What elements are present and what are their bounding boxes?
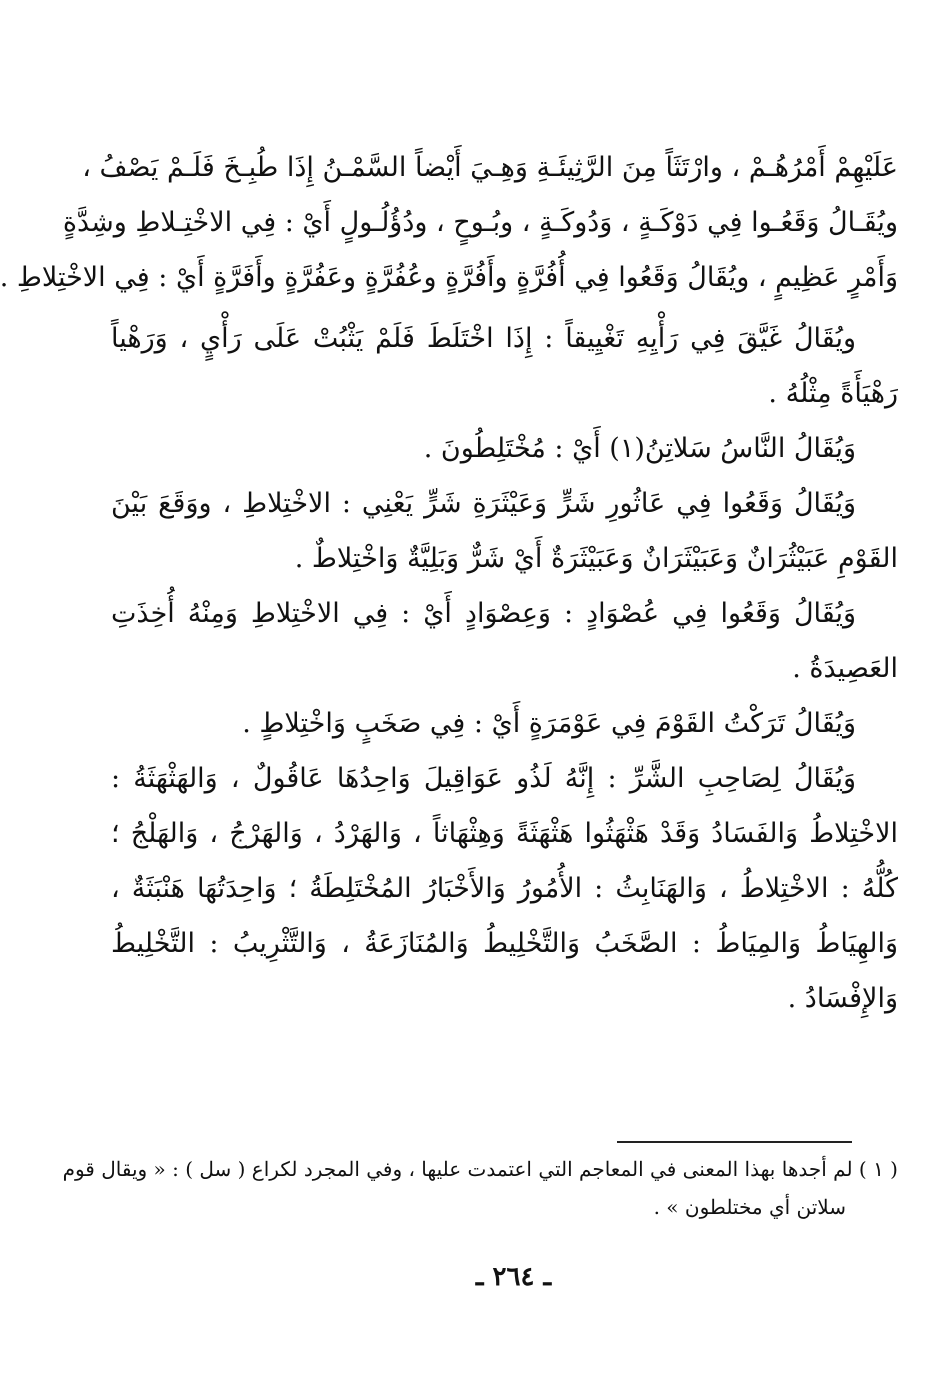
text-line: وَيُقَالُ النَّاسُ سَلاتِنُ(١) أَيْ : مُخْتَلِطُونَ . [423,433,856,464]
text-line: وَأَمْرٍ عَظِيمٍ ، ويُقَالُ وَقَعُوا فِي أُفُرَّةٍ وأَفُرَّةٍ وعُفُرَّةٍ وعَفُرَّةٍ وأَفَرَّةٍ أَيْ : فِي الاخْتِلاطِ . [0,262,898,293]
text-line: رَهْيَأَةً مِثْلُهُ . [768,378,898,409]
text-line: وَيُقَالُ وَقَعُوا فِي عَاثُورِ شَرٍّ وَعَيْثَرَةِ شَرٍّ يَعْنِي : الاخْتِلاطِ ، ووَقَعَ بَيْنَ [111,488,856,519]
text-line: العَصِيدَةُ . [792,653,898,684]
text-line: وَيُقَالُ وَقَعُوا فِي عُصْوَادٍ : وَعِصْوَادٍ أَيْ : فِي الاخْتِلاطِ وَمِنْهُ أُخِذَتِ [111,598,856,629]
text-line: كُلُّهُ : الاخْتِلاطُ ، وَالهَنَابِثُ : الأُمُورُ وَالأَخْبَارُ المُخْتَلِطَةُ ؛ وَاحِدَتُهَا هَنْبَثَةٌ ، [111,873,898,904]
text-line: وَيُقَالُ لِصَاحِبِ الشَّرِّ : إِنَّهُ لَذُو عَوَاقِيلَ وَاحِدُهَا عَاقُولٌ ، وَالهَثْهَثَةُ : [111,763,856,794]
text-line: وَيُقَالُ تَرَكْتُ القَوْمَ فِي عَوْمَرَةٍ أَيْ : فِي صَخَبٍ وَاخْتِلاطٍ . [242,708,856,739]
footnote [62,1150,898,1226]
text-line: القَوْمِ عَبَيْثُرَانٌ وَعَبَيْثَرَانٌ وَعَبَيْثَرَةٌ أَيْ شَرٌّ وَبَلِيَّةٌ وَاخْتِلاطٌ . [294,543,898,574]
text-line: وَالهِيَاطُ وَالمِيَاطُ : الصَّخَبُ وَالتَّخْلِيطُ وَالمُنَازَعَةُ ، وَالتَّثْرِيبُ : التَّخْلِيطُ [111,928,898,959]
footnote-line: ( ١ ) لم أجدها بهذا المعنى في المعاجم التي اعتمدت عليها ، وفي المجرد لكراع ( سل ) : « ويقال قوم [62,1157,898,1181]
text-line: ويُقَالُ غَيَّقَ فِي رَأْيِهِ تَغْيِيقاً : إِذَا اخْتَلَطَ فَلَمْ يَثْبُتْ عَلَى رَأْيٍ ، وَرَهْياً [111,323,856,354]
footnote-separator [617,1141,852,1143]
text-line: الاخْتِلاطُ وَالفَسَادُ وَقَدْ هَثْهَثُوا هَثْهَثَةً وَهِثْهَاثاً ، وَالهَرْدُ ، وَالهَرْجُ ، وَالهَلْجُ ؛ [111,818,898,849]
text-line: ويُقَـالُ وَقَعُـوا فِي دَوْكَـةٍ ، وَدُوكَـةٍ ، وبُـوحٍ ، ودُؤُلُـولٍ أَيْ : فِي الاخْتِـلاطِ وشِدَّةٍ [62,207,898,238]
footnote-line: سلاتن أي مختلطون » . [653,1195,846,1219]
text-line: عَلَيْهِمْ أَمْرُهُـمْ ، وارْتَثَاً مِنَ الرَّثِيئَـةِ وَهِـيَ أَيْضاً السَّمْـنُ إِذَا طُبِـخَ فَلَـمْ يَصْفُ ، [82,152,898,183]
page-number: ـ ٢٦٤ ـ [475,1262,552,1292]
main-text [0,140,898,1026]
text-line: وَالإِفْسَادُ . [787,983,898,1014]
